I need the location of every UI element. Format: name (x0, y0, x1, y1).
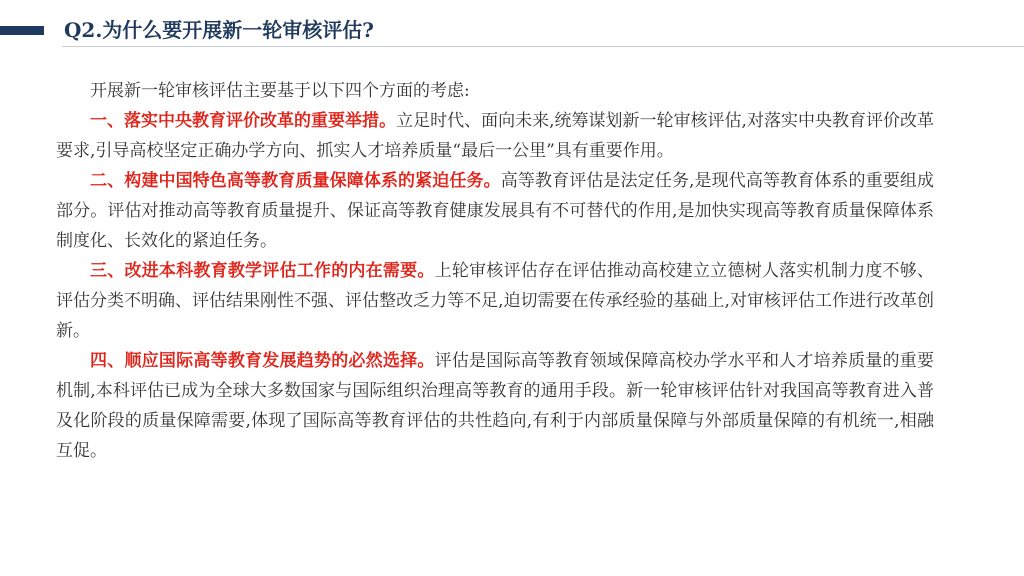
slide-title: Q2.为什么要开展新一轮审核评估? (64, 18, 375, 42)
point-paragraph-4 (56, 346, 934, 466)
point-paragraph-3 (56, 256, 934, 346)
header-divider (62, 46, 1024, 47)
point-paragraph-1 (56, 106, 934, 166)
point-heading: 二、构建中国特色高等教育质量保障体系的紧迫任务。 (90, 171, 501, 191)
point-body: 立足时代、面向未来,统筹谋划新一轮审核评估,对落实中央教育评价改革要求,引导高校坚定正确办学方向、抓实人才培养质量“最后一公里”具有重要作用。 (56, 111, 935, 161)
point-body: 评估是国际高等教育领域保障高校办学水平和人才培养质量的重要机制,本科评估已成为全球大多数国家与国际组织治理高等教育的通用手段。新一轮审核评估针对我国高等教育进入普及化阶段的质量保障需要,体现了国际高等教育评估的共性趋向,有利于内部质量保障与外部质量保障的有机统一,相融互促。 (56, 351, 935, 461)
point-heading: 三、改进本科教育教学评估工作的内在需要。 (90, 261, 435, 281)
point-paragraph-2 (56, 166, 934, 256)
point-body: 上轮审核评估存在评估推动高校建立立德树人落实机制力度不够、评估分类不明确、评估结果刚性不强、评估整改乏力等不足,迫切需要在传承经验的基础上,对审核评估工作进行改革创新。 (56, 261, 935, 341)
header-accent-bar (0, 26, 44, 35)
point-heading: 一、落实中央教育评价改革的重要举措。 (90, 111, 397, 131)
intro-paragraph: 开展新一轮审核评估主要基于以下四个方面的考虑: (90, 81, 470, 101)
point-body: 高等教育评估是法定任务,是现代高等教育体系的重要组成部分。评估对推动高等教育质量提升、保证高等教育健康发展具有不可替代的作用,是加快实现高等教育质量保障体系制度化、长效化的紧迫任务。 (56, 171, 935, 251)
point-heading: 四、顺应国际高等教育发展趋势的必然选择。 (90, 351, 435, 371)
slide-content (56, 76, 934, 466)
